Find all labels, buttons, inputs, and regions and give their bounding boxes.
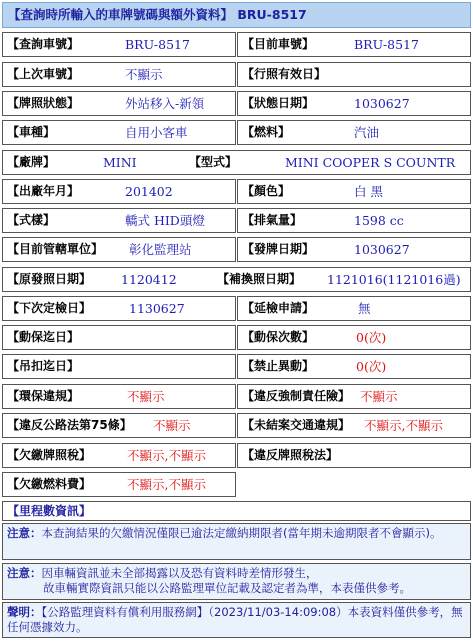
field-label: 【動保次數】 bbox=[242, 330, 315, 344]
field-value: 201402 bbox=[125, 184, 173, 199]
field-cell bbox=[237, 384, 471, 409]
field-cell bbox=[237, 208, 471, 233]
field-value: 外站移入-新領 bbox=[125, 96, 205, 111]
field-cell bbox=[2, 237, 236, 262]
field-label: 【目前管轄單位】 bbox=[7, 242, 104, 256]
field-value: MINI COOPER S COUNTR bbox=[285, 155, 456, 170]
field-value: BRU-8517 bbox=[125, 37, 190, 52]
field-value: 轎式 HID頭燈 bbox=[125, 213, 205, 228]
info-row bbox=[2, 148, 471, 177]
field-value: 不顯示,不顯示 bbox=[127, 448, 206, 463]
field-value: 汽油 bbox=[354, 125, 380, 140]
field-value: 不顯示,不顯示 bbox=[127, 477, 206, 492]
field-label: 【違反公路法第75條】 bbox=[7, 418, 132, 432]
field-value: BRU-8517 bbox=[354, 37, 419, 52]
field-cell bbox=[2, 208, 236, 233]
field-cell bbox=[2, 267, 471, 292]
field-label: 【車種】 bbox=[7, 125, 56, 139]
notice-text: 故車輛實際資訊只能以公路監理單位記載及認定者為準，本表僅供參考。 bbox=[43, 581, 411, 595]
field-value: 不顯示 bbox=[127, 389, 165, 404]
field-value: 不顯示 bbox=[125, 67, 163, 82]
report-header bbox=[2, 2, 471, 28]
field-cell bbox=[2, 472, 236, 497]
notice-box bbox=[2, 563, 471, 600]
notice-box bbox=[2, 523, 471, 560]
field-label: 【型式】 bbox=[189, 155, 238, 169]
info-row bbox=[2, 206, 471, 235]
field-cell bbox=[237, 413, 471, 438]
field-cell bbox=[237, 179, 471, 204]
field-label: 【行照有效日】 bbox=[242, 67, 327, 81]
field-label: 【未結案交通違規】 bbox=[242, 418, 351, 432]
disclaimer-box bbox=[2, 602, 471, 638]
field-label: 【顏色】 bbox=[242, 184, 291, 198]
field-value: 無 bbox=[358, 301, 371, 316]
field-cell bbox=[2, 413, 236, 438]
field-label: 【排氣量】 bbox=[242, 213, 303, 227]
field-label: 【違反強制責任險】 bbox=[242, 389, 351, 403]
field-label: 【吊扣迄日】 bbox=[7, 359, 80, 373]
field-cell bbox=[2, 354, 236, 379]
field-label: 【牌照狀態】 bbox=[7, 96, 80, 110]
field-label: 【上次車號】 bbox=[7, 67, 80, 81]
info-row bbox=[2, 265, 471, 294]
field-cell bbox=[2, 62, 236, 87]
field-label: 【燃料】 bbox=[242, 125, 291, 139]
field-cell bbox=[2, 91, 236, 116]
field-cell bbox=[237, 62, 471, 87]
notice-label: 注意： bbox=[7, 566, 42, 580]
field-label: 【欠繳牌照稅】 bbox=[7, 448, 92, 462]
field-label: 【動保迄日】 bbox=[7, 330, 80, 344]
field-cell bbox=[2, 32, 236, 57]
field-value: 1030627 bbox=[354, 242, 410, 257]
report-plate: BRU-8517 bbox=[237, 7, 307, 22]
field-value: 1130627 bbox=[129, 301, 185, 316]
field-cell bbox=[237, 325, 471, 350]
info-row bbox=[2, 177, 471, 206]
field-cell bbox=[237, 237, 471, 262]
field-label: 【發牌日期】 bbox=[242, 242, 315, 256]
info-row bbox=[2, 60, 471, 89]
field-cell bbox=[237, 91, 471, 116]
field-value: 彰化監理站 bbox=[129, 242, 192, 257]
info-row bbox=[2, 323, 471, 352]
info-row bbox=[2, 235, 471, 264]
field-value: 不顯示,不顯示 bbox=[364, 418, 443, 433]
field-value: 不顯示 bbox=[153, 418, 191, 433]
field-value: 自用小客車 bbox=[125, 125, 188, 140]
info-row bbox=[2, 470, 471, 499]
notice-text: 本查詢結果的欠繳情況僅限已逾法定繳納期限者(當年期未逾期限者不會顯示)。 bbox=[41, 526, 442, 540]
mileage-section-title: 【里程數資訊】 bbox=[2, 501, 471, 521]
disclaimer-text: 【公路監理資料有償利用服務網】（2023/11/03-14:09:08）本表資料僅供參考，無任何憑據效力。 bbox=[7, 605, 463, 634]
info-row bbox=[2, 118, 471, 147]
field-cell bbox=[2, 443, 236, 468]
field-label: 【補換照日期】 bbox=[217, 272, 302, 286]
field-label: 【禁止異動】 bbox=[242, 359, 315, 373]
field-cell bbox=[237, 354, 471, 379]
field-cell bbox=[237, 32, 471, 57]
field-value: 不顯示 bbox=[360, 389, 398, 404]
field-cell bbox=[237, 120, 471, 145]
field-label: 【違反牌照稅法】 bbox=[242, 448, 339, 462]
field-label: 【式樣】 bbox=[7, 213, 56, 227]
field-label: 【廠牌】 bbox=[7, 155, 56, 169]
field-label: 【查詢車號】 bbox=[7, 37, 80, 51]
field-value: 白 黑 bbox=[354, 184, 383, 199]
info-row bbox=[2, 411, 471, 440]
field-cell bbox=[237, 443, 471, 468]
field-label: 【延檢申請】 bbox=[242, 301, 315, 315]
field-cell bbox=[2, 120, 236, 145]
field-label: 【原發照日期】 bbox=[7, 272, 92, 286]
field-cell bbox=[2, 384, 236, 409]
field-cell bbox=[2, 325, 236, 350]
info-row bbox=[2, 30, 471, 59]
field-cell bbox=[2, 179, 236, 204]
field-value: MINI bbox=[103, 155, 137, 170]
field-label: 【下次定檢日】 bbox=[7, 301, 92, 315]
report-title: 【查詢時所輸入的車牌號碼與額外資料】 bbox=[8, 7, 234, 22]
notice-label: 注意： bbox=[7, 526, 42, 540]
info-row bbox=[2, 89, 471, 118]
field-value: 1120412 bbox=[121, 272, 177, 287]
field-label: 【環保違規】 bbox=[7, 389, 80, 403]
field-value: 0(次) bbox=[356, 359, 387, 374]
disclaimer-label: 聲明： bbox=[7, 605, 42, 619]
info-row bbox=[2, 382, 471, 411]
field-value: 0(次) bbox=[356, 330, 387, 345]
info-row bbox=[2, 294, 471, 323]
field-label: 【狀態日期】 bbox=[242, 96, 315, 110]
field-label: 【目前車號】 bbox=[242, 37, 315, 51]
field-cell bbox=[237, 296, 471, 321]
field-value: 1030627 bbox=[354, 96, 410, 111]
info-row bbox=[2, 441, 471, 470]
field-label: 【出廠年月】 bbox=[7, 184, 80, 198]
field-value: 1121016(1121016過) bbox=[327, 272, 461, 287]
notice-text: 因車輛資訊並未全部揭露以及恐有資料時差情形發生， bbox=[41, 566, 318, 580]
field-value: 1598 cc bbox=[354, 213, 404, 228]
info-row bbox=[2, 352, 471, 381]
field-label: 【欠繳燃料費】 bbox=[7, 477, 92, 491]
field-cell bbox=[2, 296, 236, 321]
field-cell bbox=[2, 150, 471, 175]
